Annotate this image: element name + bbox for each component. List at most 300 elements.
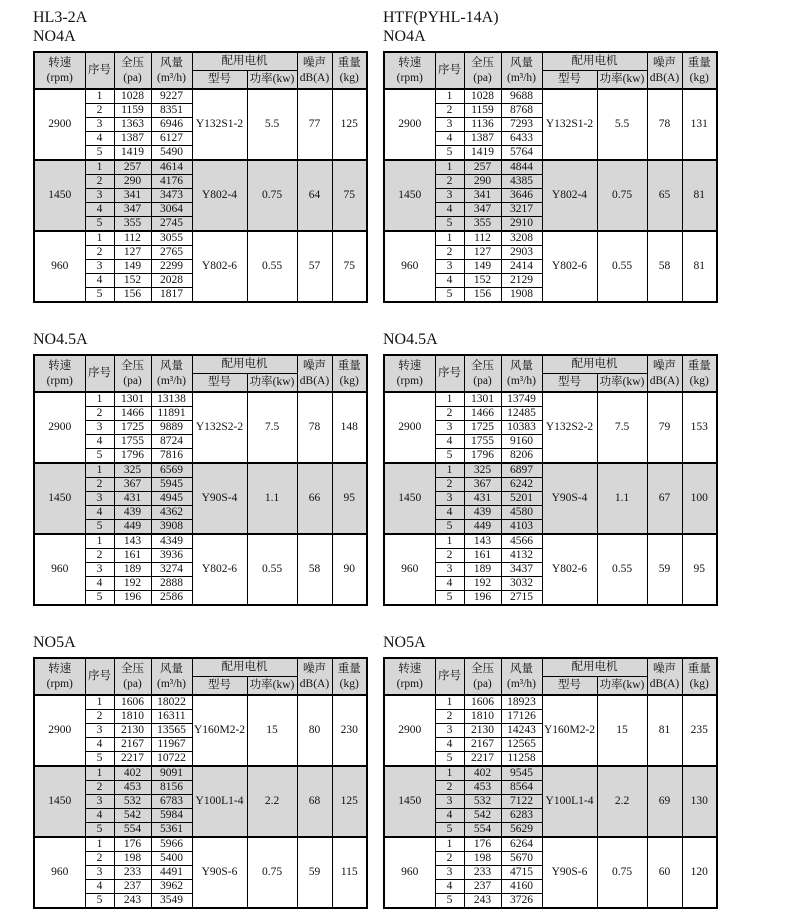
seq-cell: 5 bbox=[435, 217, 464, 232]
table-row bbox=[384, 695, 717, 710]
weight-cell: 125 bbox=[332, 89, 367, 160]
table-header bbox=[34, 52, 367, 89]
weight-cell: 120 bbox=[682, 837, 717, 908]
header-motor-power: 功率(kw) bbox=[247, 677, 297, 696]
noise-cell: 68 bbox=[297, 766, 332, 837]
header-pressure: 全压 (pa) bbox=[464, 52, 501, 89]
motor-power-cell: 2.2 bbox=[597, 766, 647, 837]
noise-cell: 66 bbox=[297, 463, 332, 534]
motor-power-cell: 15 bbox=[247, 695, 297, 766]
pressure-cell: 198 bbox=[114, 852, 151, 866]
pressure-cell: 1387 bbox=[464, 132, 501, 146]
motor-model-cell: Y100L1-4 bbox=[192, 766, 247, 837]
flow-cell: 9889 bbox=[151, 421, 192, 435]
flow-cell: 3064 bbox=[151, 203, 192, 217]
pressure-cell: 237 bbox=[464, 880, 501, 894]
size-label: NO4.5A bbox=[383, 331, 438, 348]
seq-cell: 3 bbox=[435, 421, 464, 435]
rpm-cell: 960 bbox=[384, 231, 435, 302]
header-pressure: 全压 (pa) bbox=[464, 355, 501, 392]
motor-model-cell: Y160M2-2 bbox=[192, 695, 247, 766]
weight-cell: 130 bbox=[682, 766, 717, 837]
seq-cell: 4 bbox=[85, 274, 114, 288]
seq-cell: 2 bbox=[85, 710, 114, 724]
pressure-cell: 243 bbox=[114, 894, 151, 909]
table-row bbox=[384, 231, 717, 246]
header-seq: 序号 bbox=[85, 52, 114, 89]
header-motor-model: 型号 bbox=[542, 374, 597, 393]
motor-model-cell: Y132S2-2 bbox=[542, 392, 597, 463]
table-body bbox=[384, 89, 717, 302]
seq-cell: 1 bbox=[435, 463, 464, 478]
header-speed: 转速 (rpm) bbox=[34, 52, 85, 89]
seq-cell: 1 bbox=[435, 766, 464, 781]
flow-cell: 2414 bbox=[501, 260, 542, 274]
noise-cell: 59 bbox=[297, 837, 332, 908]
table-row bbox=[384, 766, 717, 781]
pressure-cell: 176 bbox=[464, 837, 501, 852]
seq-cell: 5 bbox=[85, 146, 114, 161]
seq-cell: 4 bbox=[435, 132, 464, 146]
table-body bbox=[384, 695, 717, 908]
spec-table bbox=[383, 354, 718, 606]
flow-cell: 7293 bbox=[501, 118, 542, 132]
seq-cell: 3 bbox=[435, 189, 464, 203]
motor-power-cell: 0.75 bbox=[597, 160, 647, 231]
pressure-cell: 1466 bbox=[464, 407, 501, 421]
flow-cell: 2745 bbox=[151, 217, 192, 232]
seq-cell: 5 bbox=[435, 288, 464, 303]
header-seq: 序号 bbox=[85, 355, 114, 392]
flow-cell: 5490 bbox=[151, 146, 192, 161]
seq-cell: 1 bbox=[85, 392, 114, 407]
header-motor-model: 型号 bbox=[192, 677, 247, 696]
motor-power-cell: 5.5 bbox=[597, 89, 647, 160]
header-motor-model: 型号 bbox=[542, 677, 597, 696]
header-speed: 转速 (rpm) bbox=[384, 52, 435, 89]
pressure-cell: 449 bbox=[464, 520, 501, 535]
table-row bbox=[34, 463, 367, 478]
size-label: NO5A bbox=[33, 634, 76, 651]
motor-power-cell: 1.1 bbox=[597, 463, 647, 534]
seq-cell: 5 bbox=[85, 288, 114, 303]
header-flow: 风量 (m³/h) bbox=[151, 355, 192, 392]
flow-cell: 4844 bbox=[501, 160, 542, 175]
seq-cell: 5 bbox=[435, 752, 464, 767]
seq-cell: 4 bbox=[435, 203, 464, 217]
header-weight: 重量 (kg) bbox=[332, 355, 367, 392]
seq-cell: 4 bbox=[85, 203, 114, 217]
flow-cell: 2910 bbox=[501, 217, 542, 232]
series-column-left bbox=[33, 8, 366, 922]
seq-cell: 1 bbox=[85, 766, 114, 781]
flow-cell: 3437 bbox=[501, 563, 542, 577]
table-row bbox=[34, 89, 367, 104]
seq-cell: 2 bbox=[85, 549, 114, 563]
seq-cell: 2 bbox=[435, 407, 464, 421]
flow-cell: 5670 bbox=[501, 852, 542, 866]
pressure-cell: 431 bbox=[464, 492, 501, 506]
flow-cell: 7122 bbox=[501, 795, 542, 809]
seq-cell: 2 bbox=[435, 549, 464, 563]
flow-cell: 5361 bbox=[151, 823, 192, 838]
motor-power-cell: 5.5 bbox=[247, 89, 297, 160]
pressure-cell: 325 bbox=[464, 463, 501, 478]
seq-cell: 3 bbox=[85, 795, 114, 809]
flow-cell: 6127 bbox=[151, 132, 192, 146]
pressure-cell: 127 bbox=[114, 246, 151, 260]
seq-cell: 5 bbox=[85, 591, 114, 606]
pressure-cell: 2217 bbox=[464, 752, 501, 767]
weight-cell: 131 bbox=[682, 89, 717, 160]
seq-cell: 1 bbox=[435, 534, 464, 549]
flow-cell: 5945 bbox=[151, 478, 192, 492]
seq-cell: 2 bbox=[85, 104, 114, 118]
pressure-cell: 189 bbox=[114, 563, 151, 577]
seq-cell: 5 bbox=[435, 894, 464, 909]
header-weight: 重量 (kg) bbox=[682, 658, 717, 695]
pressure-cell: 367 bbox=[114, 478, 151, 492]
seq-cell: 2 bbox=[435, 104, 464, 118]
pressure-cell: 149 bbox=[114, 260, 151, 274]
table-section-no4a bbox=[33, 27, 366, 303]
header-pressure: 全压 (pa) bbox=[114, 52, 151, 89]
flow-cell: 8564 bbox=[501, 781, 542, 795]
seq-cell: 3 bbox=[435, 492, 464, 506]
header-speed: 转速 (rpm) bbox=[384, 658, 435, 695]
weight-cell: 148 bbox=[332, 392, 367, 463]
pressure-cell: 149 bbox=[464, 260, 501, 274]
header-weight: 重量 (kg) bbox=[682, 52, 717, 89]
pressure-cell: 542 bbox=[114, 809, 151, 823]
motor-model-cell: Y90S-6 bbox=[542, 837, 597, 908]
seq-cell: 3 bbox=[435, 118, 464, 132]
flow-cell: 10383 bbox=[501, 421, 542, 435]
seq-cell: 3 bbox=[435, 260, 464, 274]
seq-cell: 3 bbox=[85, 260, 114, 274]
noise-cell: 65 bbox=[647, 160, 682, 231]
weight-cell: 90 bbox=[332, 534, 367, 605]
series-title: HL3-2A bbox=[33, 9, 88, 26]
noise-cell: 80 bbox=[297, 695, 332, 766]
header-noise: 噪声 dB(A) bbox=[297, 52, 332, 89]
flow-cell: 2129 bbox=[501, 274, 542, 288]
table-section-no4a bbox=[383, 27, 713, 303]
pressure-cell: 243 bbox=[464, 894, 501, 909]
noise-cell: 77 bbox=[297, 89, 332, 160]
flow-cell: 6569 bbox=[151, 463, 192, 478]
weight-cell: 81 bbox=[682, 231, 717, 302]
header-motor-model: 型号 bbox=[542, 71, 597, 90]
pressure-cell: 143 bbox=[114, 534, 151, 549]
flow-cell: 1817 bbox=[151, 288, 192, 303]
pressure-cell: 1387 bbox=[114, 132, 151, 146]
header-speed: 转速 (rpm) bbox=[34, 355, 85, 392]
pressure-cell: 1028 bbox=[114, 89, 151, 104]
noise-cell: 57 bbox=[297, 231, 332, 302]
pressure-cell: 355 bbox=[464, 217, 501, 232]
flow-cell: 3055 bbox=[151, 231, 192, 246]
pressure-cell: 2130 bbox=[464, 724, 501, 738]
seq-cell: 3 bbox=[435, 563, 464, 577]
pressure-cell: 127 bbox=[464, 246, 501, 260]
pressure-cell: 1028 bbox=[464, 89, 501, 104]
flow-cell: 6783 bbox=[151, 795, 192, 809]
header-motor-power: 功率(kw) bbox=[597, 71, 647, 90]
seq-cell: 2 bbox=[85, 852, 114, 866]
pressure-cell: 1796 bbox=[114, 449, 151, 464]
seq-cell: 2 bbox=[435, 478, 464, 492]
motor-model-cell: Y160M2-2 bbox=[542, 695, 597, 766]
table-header bbox=[384, 658, 717, 695]
flow-cell: 2028 bbox=[151, 274, 192, 288]
weight-cell: 153 bbox=[682, 392, 717, 463]
seq-cell: 1 bbox=[85, 160, 114, 175]
pressure-cell: 532 bbox=[464, 795, 501, 809]
pressure-cell: 143 bbox=[464, 534, 501, 549]
pressure-cell: 453 bbox=[464, 781, 501, 795]
flow-cell: 5984 bbox=[151, 809, 192, 823]
motor-model-cell: Y132S1-2 bbox=[192, 89, 247, 160]
pressure-cell: 196 bbox=[464, 591, 501, 606]
header-motor-power: 功率(kw) bbox=[247, 71, 297, 90]
table-row bbox=[34, 766, 367, 781]
flow-cell: 16311 bbox=[151, 710, 192, 724]
pressure-cell: 1810 bbox=[114, 710, 151, 724]
header-noise: 噪声 dB(A) bbox=[647, 658, 682, 695]
weight-cell: 100 bbox=[682, 463, 717, 534]
flow-cell: 3962 bbox=[151, 880, 192, 894]
table-row bbox=[34, 534, 367, 549]
header-flow: 风量 (m³/h) bbox=[151, 52, 192, 89]
rpm-cell: 1450 bbox=[384, 463, 435, 534]
table-row bbox=[384, 837, 717, 852]
motor-power-cell: 0.55 bbox=[247, 231, 297, 302]
motor-model-cell: Y802-6 bbox=[192, 231, 247, 302]
motor-power-cell: 1.1 bbox=[247, 463, 297, 534]
pressure-cell: 156 bbox=[114, 288, 151, 303]
seq-cell: 5 bbox=[85, 217, 114, 232]
seq-cell: 3 bbox=[85, 563, 114, 577]
flow-cell: 13138 bbox=[151, 392, 192, 407]
seq-cell: 4 bbox=[435, 809, 464, 823]
flow-cell: 5400 bbox=[151, 852, 192, 866]
flow-cell: 2903 bbox=[501, 246, 542, 260]
seq-cell: 4 bbox=[435, 738, 464, 752]
flow-cell: 4160 bbox=[501, 880, 542, 894]
header-seq: 序号 bbox=[435, 52, 464, 89]
seq-cell: 5 bbox=[435, 520, 464, 535]
pressure-cell: 1419 bbox=[114, 146, 151, 161]
rpm-cell: 2900 bbox=[34, 392, 85, 463]
seq-cell: 1 bbox=[85, 463, 114, 478]
header-motor-power: 功率(kw) bbox=[247, 374, 297, 393]
flow-cell: 3549 bbox=[151, 894, 192, 909]
rpm-cell: 960 bbox=[34, 231, 85, 302]
table-header bbox=[384, 355, 717, 392]
flow-cell: 3646 bbox=[501, 189, 542, 203]
pressure-cell: 2167 bbox=[114, 738, 151, 752]
motor-power-cell: 15 bbox=[597, 695, 647, 766]
flow-cell: 6433 bbox=[501, 132, 542, 146]
seq-cell: 4 bbox=[435, 577, 464, 591]
pressure-cell: 1136 bbox=[464, 118, 501, 132]
table-row bbox=[384, 89, 717, 104]
spec-table bbox=[383, 51, 718, 303]
header-flow: 风量 (m³/h) bbox=[151, 658, 192, 695]
pressure-cell: 1159 bbox=[464, 104, 501, 118]
flow-cell: 4349 bbox=[151, 534, 192, 549]
flow-cell: 4945 bbox=[151, 492, 192, 506]
flow-cell: 5966 bbox=[151, 837, 192, 852]
flow-cell: 3274 bbox=[151, 563, 192, 577]
table-row bbox=[34, 231, 367, 246]
seq-cell: 2 bbox=[435, 781, 464, 795]
table-row bbox=[384, 392, 717, 407]
header-noise: 噪声 dB(A) bbox=[297, 658, 332, 695]
pressure-cell: 1796 bbox=[464, 449, 501, 464]
flow-cell: 17126 bbox=[501, 710, 542, 724]
motor-power-cell: 0.55 bbox=[247, 534, 297, 605]
motor-model-cell: Y90S-4 bbox=[542, 463, 597, 534]
header-speed: 转速 (rpm) bbox=[34, 658, 85, 695]
flow-cell: 4614 bbox=[151, 160, 192, 175]
pressure-cell: 1159 bbox=[114, 104, 151, 118]
table-row bbox=[384, 463, 717, 478]
noise-cell: 78 bbox=[297, 392, 332, 463]
seq-cell: 1 bbox=[435, 231, 464, 246]
flow-cell: 6242 bbox=[501, 478, 542, 492]
pressure-cell: 192 bbox=[114, 577, 151, 591]
flow-cell: 8351 bbox=[151, 104, 192, 118]
seq-cell: 1 bbox=[85, 89, 114, 104]
motor-model-cell: Y100L1-4 bbox=[542, 766, 597, 837]
flow-cell: 9688 bbox=[501, 89, 542, 104]
pressure-cell: 196 bbox=[114, 591, 151, 606]
noise-cell: 59 bbox=[647, 534, 682, 605]
pressure-cell: 161 bbox=[464, 549, 501, 563]
table-body bbox=[34, 89, 367, 302]
header-motor-model: 型号 bbox=[192, 374, 247, 393]
table-row bbox=[34, 160, 367, 175]
flow-cell: 6283 bbox=[501, 809, 542, 823]
header-seq: 序号 bbox=[435, 355, 464, 392]
motor-model-cell: Y90S-4 bbox=[192, 463, 247, 534]
table-header bbox=[384, 52, 717, 89]
flow-cell: 4132 bbox=[501, 549, 542, 563]
pressure-cell: 431 bbox=[114, 492, 151, 506]
pressure-cell: 152 bbox=[464, 274, 501, 288]
seq-cell: 5 bbox=[85, 894, 114, 909]
table-body bbox=[384, 392, 717, 605]
flow-cell: 8724 bbox=[151, 435, 192, 449]
table-section-no4-5a bbox=[383, 330, 713, 606]
noise-cell: 78 bbox=[647, 89, 682, 160]
flow-cell: 13749 bbox=[501, 392, 542, 407]
seq-cell: 1 bbox=[85, 837, 114, 852]
pressure-cell: 542 bbox=[464, 809, 501, 823]
weight-cell: 235 bbox=[682, 695, 717, 766]
pressure-cell: 152 bbox=[114, 274, 151, 288]
motor-power-cell: 2.2 bbox=[247, 766, 297, 837]
pressure-cell: 198 bbox=[464, 852, 501, 866]
flow-cell: 4566 bbox=[501, 534, 542, 549]
seq-cell: 4 bbox=[85, 435, 114, 449]
flow-cell: 11967 bbox=[151, 738, 192, 752]
pressure-cell: 341 bbox=[114, 189, 151, 203]
noise-cell: 58 bbox=[647, 231, 682, 302]
flow-cell: 4385 bbox=[501, 175, 542, 189]
motor-model-cell: Y90S-6 bbox=[192, 837, 247, 908]
pressure-cell: 2167 bbox=[464, 738, 501, 752]
noise-cell: 81 bbox=[647, 695, 682, 766]
flow-cell: 2299 bbox=[151, 260, 192, 274]
seq-cell: 5 bbox=[85, 752, 114, 767]
header-noise: 噪声 dB(A) bbox=[647, 355, 682, 392]
motor-model-cell: Y802-6 bbox=[192, 534, 247, 605]
seq-cell: 2 bbox=[85, 407, 114, 421]
flow-cell: 5629 bbox=[501, 823, 542, 838]
pressure-cell: 290 bbox=[114, 175, 151, 189]
table-body bbox=[34, 695, 367, 908]
pressure-cell: 554 bbox=[464, 823, 501, 838]
seq-cell: 4 bbox=[85, 809, 114, 823]
motor-model-cell: Y802-6 bbox=[542, 231, 597, 302]
table-section-no4-5a bbox=[33, 330, 366, 606]
pressure-cell: 554 bbox=[114, 823, 151, 838]
noise-cell: 69 bbox=[647, 766, 682, 837]
table-header bbox=[34, 658, 367, 695]
header-pressure: 全压 (pa) bbox=[114, 355, 151, 392]
weight-cell: 81 bbox=[682, 160, 717, 231]
seq-cell: 1 bbox=[435, 89, 464, 104]
pressure-cell: 1810 bbox=[464, 710, 501, 724]
motor-power-cell: 0.55 bbox=[597, 534, 647, 605]
weight-cell: 230 bbox=[332, 695, 367, 766]
flow-cell: 4715 bbox=[501, 866, 542, 880]
seq-cell: 2 bbox=[435, 175, 464, 189]
noise-cell: 64 bbox=[297, 160, 332, 231]
pressure-cell: 402 bbox=[464, 766, 501, 781]
flow-cell: 9091 bbox=[151, 766, 192, 781]
spec-table bbox=[383, 657, 718, 909]
pressure-cell: 1725 bbox=[464, 421, 501, 435]
pressure-cell: 1606 bbox=[464, 695, 501, 710]
size-label: NO4.5A bbox=[33, 331, 88, 348]
flow-cell: 9227 bbox=[151, 89, 192, 104]
flow-cell: 4103 bbox=[501, 520, 542, 535]
header-motor-group: 配用电机 bbox=[542, 52, 647, 71]
motor-model-cell: Y132S1-2 bbox=[542, 89, 597, 160]
motor-power-cell: 0.75 bbox=[597, 837, 647, 908]
rpm-cell: 1450 bbox=[384, 766, 435, 837]
flow-cell: 5201 bbox=[501, 492, 542, 506]
seq-cell: 3 bbox=[85, 492, 114, 506]
rpm-cell: 960 bbox=[34, 534, 85, 605]
weight-cell: 125 bbox=[332, 766, 367, 837]
flow-cell: 7816 bbox=[151, 449, 192, 464]
motor-model-cell: Y132S2-2 bbox=[192, 392, 247, 463]
noise-cell: 60 bbox=[647, 837, 682, 908]
flow-cell: 9545 bbox=[501, 766, 542, 781]
header-motor-group: 配用电机 bbox=[542, 355, 647, 374]
rpm-cell: 1450 bbox=[384, 160, 435, 231]
pressure-cell: 449 bbox=[114, 520, 151, 535]
seq-cell: 2 bbox=[85, 781, 114, 795]
size-label: NO4A bbox=[383, 28, 426, 45]
pressure-cell: 112 bbox=[114, 231, 151, 246]
seq-cell: 3 bbox=[85, 421, 114, 435]
